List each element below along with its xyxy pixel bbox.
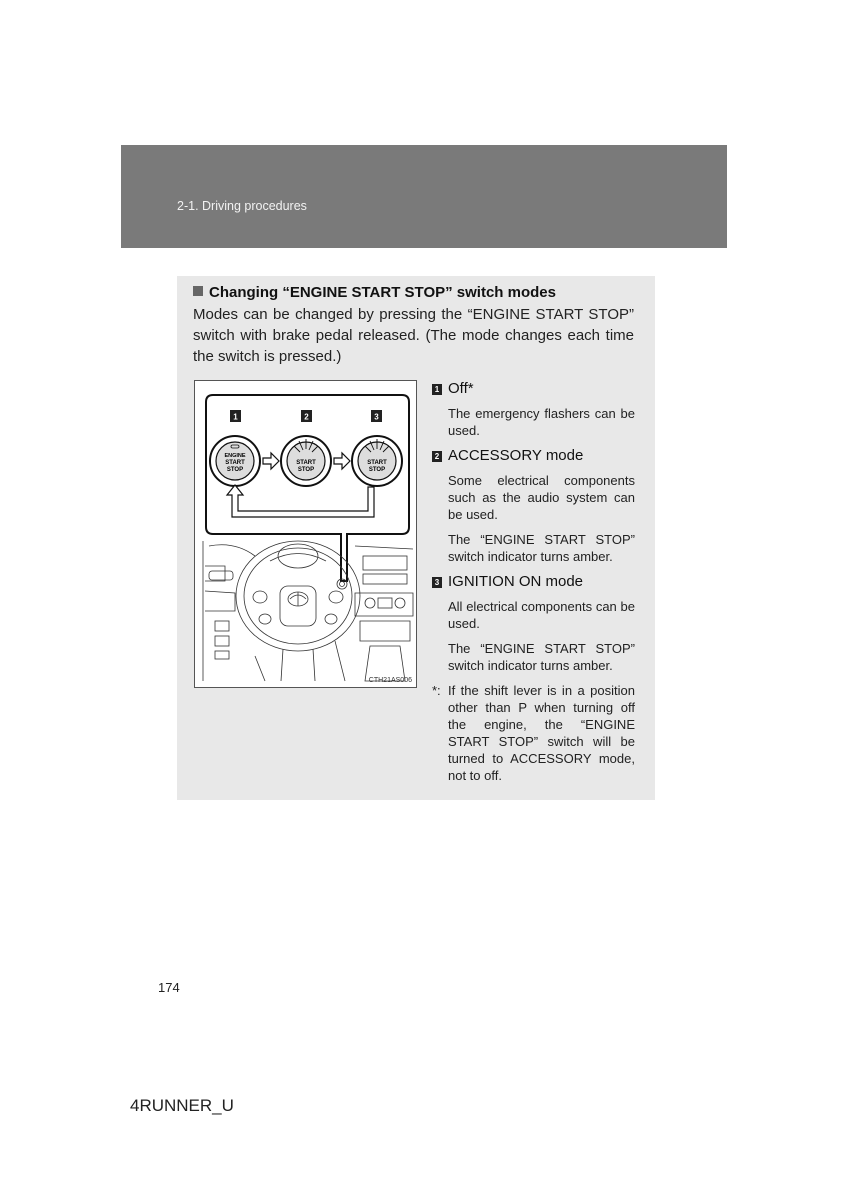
number-badge: 2 — [432, 451, 442, 462]
engine-button-accessory — [281, 436, 331, 486]
mode-description: The emergency flashers can be used. — [448, 406, 635, 438]
svg-text:STOP: STOP — [226, 467, 244, 473]
engine-button-off — [210, 436, 260, 486]
mode-list — [432, 380, 635, 784]
mode-title-text: IGNITION ON mode — [448, 573, 584, 590]
mode-title — [432, 573, 635, 590]
svg-text:STOP: STOP — [368, 467, 386, 473]
intro-text: Modes can be changed by pressing the “ENGINE START STOP” switch with brake pedal released. (The mode changes each time the switch is pressed.) — [193, 306, 634, 365]
info-panel — [177, 276, 655, 800]
mode-title — [432, 447, 635, 464]
engine-button-ignition-on — [352, 436, 402, 486]
footnote-text: If the shift lever is in a position other than P when turning off the engine, the “ENGINE START STOP” switch will be turned to ACCESSORY mode, not to off. — [448, 683, 635, 783]
page-number: 174 — [158, 980, 180, 995]
list-item — [432, 573, 635, 674]
mode-title-text: Off* — [448, 380, 474, 397]
dashboard-drawing — [203, 541, 413, 681]
switch-mode-illustration — [194, 380, 417, 688]
breadcrumb: 2-1. Driving procedures — [177, 199, 307, 213]
svg-text:1: 1 — [233, 412, 238, 422]
footnote — [432, 682, 635, 784]
number-badge: 1 — [432, 384, 442, 395]
list-item — [432, 447, 635, 565]
illustration-svg — [195, 381, 418, 689]
square-bullet-icon — [193, 286, 203, 296]
svg-text:2: 2 — [304, 412, 309, 422]
mode-title — [432, 380, 635, 397]
page-header — [121, 145, 727, 248]
mode-description: Some electrical components such as the audio system can be used. — [448, 473, 635, 522]
svg-text:STOP: STOP — [297, 467, 315, 473]
step-label-1 — [230, 410, 241, 422]
mode-description: All electrical components can be used. — [448, 599, 635, 631]
svg-text:START: START — [225, 460, 245, 466]
section-title — [193, 284, 556, 301]
number-badge: 3 — [432, 577, 442, 588]
footnote-mark: *: — [432, 683, 441, 698]
list-item — [432, 380, 635, 439]
mode-description: The “ENGINE START STOP” switch indicator turns amber. — [448, 641, 635, 673]
mode-title-text: ACCESSORY mode — [448, 447, 584, 464]
svg-text:START: START — [367, 460, 387, 466]
section-title-text: Changing “ENGINE START STOP” switch modes — [209, 284, 556, 301]
svg-text:ENGINE: ENGINE — [224, 453, 246, 459]
model-code: 4RUNNER_U — [130, 1096, 234, 1115]
step-label-2 — [301, 410, 312, 422]
svg-text:START: START — [296, 460, 316, 466]
svg-text:3: 3 — [374, 412, 379, 422]
mode-description: The “ENGINE START STOP” switch indicator turns amber. — [448, 532, 635, 564]
figure-code: CTH21AS006 — [368, 677, 412, 684]
step-label-3 — [371, 410, 382, 422]
